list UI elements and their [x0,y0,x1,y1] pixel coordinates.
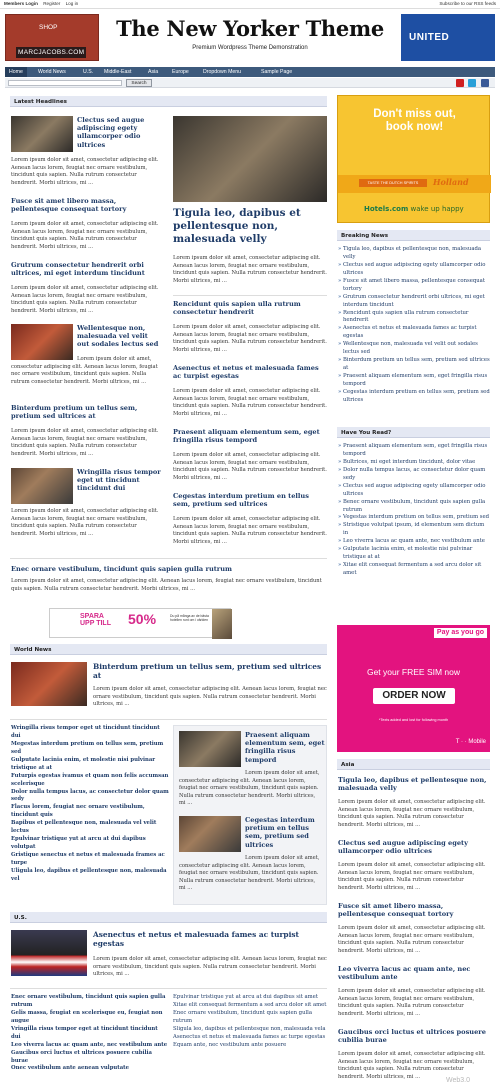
united-ad[interactable] [401,14,495,61]
story-title[interactable]: Binterdum pretium un tellus sem, pretium sed ultrices at [93,662,322,681]
story-excerpt: Lorem ipsum dolor sit amet, consectetur adipiscing elit. Aenean lacus lorem, feugiat nec ornare vestibulum, tincidunt quis sapien. Nulla rutrum consectetur hendrerit. Morbi ultrices, mi ... [173,324,327,353]
story-title[interactable]: Enec ornare vestibulum, tincidunt quis sapien gulla rutrum [11,565,233,573]
list-item[interactable]: Enec ornare vestibulum, tincidunt quis sapien gulla rutrum [11,994,166,1008]
list-item[interactable]: Wringilla risus tempor eget ut tincidunt tincidunt dui [11,725,160,739]
nav-home[interactable]: Home [5,67,27,77]
list-item[interactable]: Uligula leo, dapibus et pellentesque non, malesuada vel [11,867,167,882]
tmobile-brand: T · · Mobile [455,739,486,745]
story-excerpt: Lorem ipsum dolor sit amet, consectetur adipiscing elit. Aenean lacus lorem, feugiat nec ornare vestibulum, tincidunt quis sapien. Nulla rutrum consectetur hendrerit. Morbi ultrices, mi ... [11,221,159,250]
list-item[interactable]: » Vegestas interdum pretium on tellus sem, pretium sed [338,514,490,522]
holland-ad[interactable] [337,95,490,223]
story-title[interactable]: Clectus sed augue adipiscing egety ullamcorper odio ultrices [77,116,145,149]
list-item[interactable]: » Clectus sed augue adipiscing egety ullamcorper odio ultrices [338,262,490,278]
hotel-banner-ad[interactable] [49,608,231,638]
list-item[interactable]: Flacus lorem, feugiat nec ornare vestibulum, tincidunt quis [11,804,145,819]
watermark: Web3.0 [446,1077,470,1084]
list-item[interactable]: » Leo viverra lacus ac quam ante, nec vestibulum ante [338,538,490,546]
story-excerpt: Lorem ipsum dolor sit amet, consectetur adipiscing elit. Aenean lacus lorem, feugiat nec ornare vestibulum, tincidunt quis sapien. Nulla rutrum consectetur hendrerit. Morbi ultrices, mi ... [338,862,486,891]
nav-europe[interactable]: Europe [172,69,189,75]
banner-percent: 50% [128,611,157,627]
holland-ad-footer: Hotels.com wake up happy [364,205,464,213]
story-title[interactable]: Cegestas interdum pretium en tellus sem, pretium sed ultrices [173,492,309,509]
banner-text: SPARA UPP TILL [80,613,111,627]
tmobile-headline: Get your FREE SIM now [366,667,461,677]
list-item[interactable]: » Cegestas interdum pretium en tellus sem, pretium sed ultrices [338,389,490,405]
list-item[interactable]: » Fusce sit amet libero massa, pellentesque consequat tortory [338,278,490,294]
story-title[interactable]: Wellentesque non, malesuada vel velit out sodales lectus sed [77,324,159,349]
story-title[interactable]: Tigula leo, dapibus et pellentesque non, malesuada velly [338,776,487,793]
tmobile-fine-print: *Texts added and lost for following month [378,718,449,722]
list-item[interactable]: » Grutrum consectetur hendrerit orbi ultrices, mi eget interdum tincidunt [338,294,490,310]
story-excerpt: Lorem ipsum dolor sit amet, consectetur adipiscing elit. Aenean lacus lorem, feugiat nec ornare vestibulum, tincidunt quis sapien. Nulla rutrum consectetur hendrerit. Morbi ultrices, mi ... [173,516,327,545]
site-tagline: Premium Wordpress Theme Demonstration [192,45,308,51]
banner-small: Du på många av de bästa hotellen runt om i världen [170,614,209,623]
story-excerpt: Lorem ipsum dolor sit amet, consectetur adipiscing elit. Aenean lacus lorem, feugiat nec ornare vestibulum, tincidunt quis sapien. Nulla rutrum consectetur hendrerit. Morbi ultrices, mi ... [93,956,327,978]
top-bar [0,0,500,9]
story-title[interactable]: Rencidunt quis sapien ulla rutrum consectetur hendrerit [173,300,301,317]
site-logo[interactable]: The New Yorker Theme [116,16,384,41]
story-title[interactable]: Binterdum pretium un tellus sem, pretium sed ultrices at [11,404,138,421]
tmobile-tag: Pay as you go [434,628,487,638]
list-item[interactable]: Bapibus et pellentesque non, malesuada vel velit lectus [11,820,157,835]
breaking-news-list [338,246,490,405]
feature-excerpt: Lorem ipsum dolor sit amet, consectetur adipiscing elit. Aenean lacus lorem, feugiat nec ornare vestibulum, tincidunt quis sapien. Nulla rutrum consectetur hendrerit. Morbi ultrices, mi ... [173,255,327,284]
story-thumbnail[interactable] [11,662,87,706]
list-item[interactable]: Epulvinar tristique yut at arcu at dui dapibus volutpat [11,836,146,851]
holland-ad-button[interactable]: TASTE THE DUTCH SPIRITS [359,179,427,187]
story-thumbnail[interactable] [11,930,87,976]
banner-photo [212,609,232,639]
story-excerpt: Lorem ipsum dolor sit amet, consectetur adipiscing elit. Aenean lacus lorem, feugiat nec ornare vestibulum, tincidunt quis sapien. Nulla rutrum consectetur hendrerit. Morbi ultrices, mi ... [179,770,320,807]
story-title[interactable]: Asenectus et netus et malesuada fames ac turpist egestas [173,364,319,381]
nav-asia[interactable]: Asia [148,69,159,75]
list-item[interactable]: Equam ante, nec vestibulum ante posuere [173,1041,287,1048]
list-item[interactable]: Gulputate lacinia enim, et molestie nisi pulvinar tristique at at [11,756,156,771]
story-excerpt: Lorem ipsum dolor sit amet, consectetur adipiscing elit. Aenean lacus lorem, feugiat nec ornare vestibulum, tincidunt quis sapien. Nulla rutrum consectetur hendrerit. Morbi ultrices, mi ... [173,452,327,481]
list-item[interactable]: » Rencidunt quis sapien ulla rutrum consectetur hendrerit [338,310,490,326]
twitter-icon[interactable] [468,79,476,87]
ad-right-text: UNITED [409,32,450,43]
world-news-list [11,725,169,884]
list-item[interactable]: » Praesent aliquam elementum sem, eget fringilla risus tempord [338,443,490,459]
story-thumbnail[interactable] [11,116,73,152]
list-item[interactable]: Epulvinar tristique yut at arcu at dui dapibus sit amet [173,994,318,1000]
list-item[interactable]: Gaucibus orci luctus et ultrices posuere cubilia burae [11,1049,152,1064]
search-button[interactable]: Search [126,79,152,87]
marcjacobs-ad[interactable] [5,14,99,61]
us-heading: U.S. [10,912,327,923]
list-item[interactable]: Vringilla risus tempor eget at tincidunt tincidunt dui [11,1025,158,1040]
story-excerpt: Lorem ipsum dolor sit amet, consectetur adipiscing elit. Aenean lacus lorem, feugiat nec ornare vestibulum, tincidunt quis sapien. Nulla rutrum consectetur hendrerit. Morbi ultrices, mi ... [93,686,327,708]
ad-left-line2: MARCJACOBS.COM [16,47,86,58]
world-news-heading: World News [10,644,327,655]
list-item[interactable]: Xitae elit consequat fermentum a sed arcu dolor sit amet [173,1001,327,1008]
ad-left-line1: SHOP [39,24,58,31]
nav-dropdown-menu[interactable]: Dropdown Menu [203,69,242,75]
holland-ad-headline: Don't miss out, book now! [373,108,456,134]
feature-image[interactable] [173,116,327,202]
nav-us[interactable]: U.S. [83,69,94,75]
story-title[interactable]: Cegestas interdum pretium en tellus sem, pretium sed ultrices [245,816,315,849]
story-excerpt: Lorem ipsum dolor sit amet, consectetur adipiscing elit. Aenean lacus lorem, feugiat nec ornare vestibulum, tincidunt quis sapien. Nulla rutrum consectetur hendrerit. Morbi ultrices, mi ... [338,1051,486,1080]
login-link[interactable]: Log in [65,1,79,6]
have-you-read-list [338,443,490,578]
list-item[interactable]: » Benec ornare vestibulum, tincidunt quis sapien gulla rutrum [338,499,490,515]
us-list-2 [173,994,327,1050]
list-item[interactable]: Enec ornare vestibulum, tincidunt quis sapien gulla rutrum [173,1009,313,1024]
list-item[interactable]: » Binterdum pretium un tellus sem, pretium sed ultrices at [338,357,490,373]
main-nav [5,67,495,77]
breaking-news-heading: Breaking News [337,230,490,241]
story-excerpt: Lorem ipsum dolor sit amet, consectetur adipiscing elit. Aenean lacus lorem, feugiat nec ornare vestibulum, tincidunt quis sapien. Nulla rutrum consectetur hendrerit. Morbi ultrices, mi ... [11,578,322,592]
holland-ad-brand: Holland [433,177,469,187]
story-excerpt: Lorem ipsum dolor sit amet, consectetur adipiscing elit. Aenean lacus lorem, feugiat nec ornare vestibulum, tincidunt quis sapien. Nulla rutrum consectetur hendrerit. Morbi ultrices, mi ... [173,388,327,417]
story-excerpt: Lorem ipsum dolor sit amet, consectetur adipiscing elit. Aenean lacus lorem, feugiat nec ornare vestibulum, tincidunt quis sapien. Nulla rutrum consectetur hendrerit. Morbi ultrices, mi ... [11,508,159,537]
story-title[interactable]: Praesent aliquam elementum sem, eget fringilla risus tempord [245,731,325,764]
have-you-read-heading: Have You Read? [337,427,490,438]
register-link[interactable]: Register [43,1,61,6]
asia-heading: Asia [337,759,490,770]
rss-subscribe-link[interactable]: Subscribe to our RSS feeds [439,1,496,6]
story-excerpt: Lorem ipsum dolor sit amet, consectetur adipiscing elit. Aenean lacus lorem, feugiat nec ornare vestibulum, tincidunt quis sapien. Nulla rutrum consectetur hendrerit. Morbi ultrices, mi ... [11,157,159,186]
members-login-label: Members Login [4,1,38,6]
story-thumbnail[interactable] [11,468,73,504]
list-item[interactable]: » Stristique volutpat ipsum, id elementum sem dictum in [338,522,490,538]
list-item[interactable]: » Gulputate lacinia enim, et molestie nisi pulvinar tristique at at [338,546,490,562]
search-input[interactable] [8,80,122,86]
us-list-1 [11,994,169,1073]
facebook-icon[interactable] [481,79,489,87]
order-now-button[interactable]: ORDER NOW [373,688,455,704]
story-title[interactable]: Clectus sed augue adipiscing egety ullamcorper odio ultrices [338,839,468,856]
story-title[interactable]: Leo viverra lacus ac quam ante, nec vestibulum ante [338,965,471,982]
nav-world-news[interactable]: World News [38,69,66,75]
youtube-icon[interactable] [456,79,464,87]
story-title[interactable]: Asenectus et netus et malesuada fames ac turpist egestas [93,930,299,949]
list-item[interactable]: Leo viverra lacus ac quam ante, nec vestibulum ante [11,1041,168,1048]
list-item[interactable]: Sligula leo, dapibus et pellentesque non, malesuada vela [173,1025,326,1032]
list-item[interactable]: Megestas interdum pretium on tellus sem, pretium sed [11,740,164,755]
list-item[interactable]: » Asenectus et netus et malesuada fames ac turpist egestas [338,325,490,341]
story-title[interactable]: Fusce sit amet libero massa, pellentesque consequat tortory [338,902,454,919]
list-item[interactable]: Dolor nulla tempus lacus, ac consectetur dolor quam sedy [11,788,169,803]
search-bar [5,78,495,88]
feature-title[interactable]: Tigula leo, dapibus et pellentesque non, malesuada velly [173,207,301,246]
list-item[interactable]: Gristique senectus et netus et malesuada frames ac turpe [11,852,165,866]
story-title[interactable]: Grutrum consectetur hendrerit orbi ultrices, mi eget interdum tincidunt [11,261,145,278]
story-excerpt: Lorem ipsum dolor sit amet, consectetur adipiscing elit. Aenean lacus lorem, feugiat nec ornare vestibulum, tincidunt quis sapien. Nulla rutrum consectetur hendrerit. Morbi ultrices, mi ... [338,799,486,828]
list-item[interactable]: » Tigula leo, dapibus et pellentesque non, malesuada velly [338,246,490,262]
story-excerpt: Lorem ipsum dolor sit amet, consectetur adipiscing elit. Aenean lacus lorem, feugiat nec ornare vestibulum, tincidunt quis sapien. Nulla rutrum consectetur hendrerit. Morbi ultrices, mi ... [11,428,159,457]
story-title[interactable]: Gaucibus orci luctus et ultrices posuere cubilia burae [338,1028,486,1045]
story-thumbnail[interactable] [11,324,73,360]
story-thumbnail[interactable] [179,816,241,852]
story-title[interactable]: Wringilla risus tempor eget ut tincidunt tincidunt dui [77,468,161,493]
list-item[interactable]: Onec vestibulum ante aenean vulputate [11,1065,129,1072]
story-excerpt: Lorem ipsum dolor sit amet, consectetur adipiscing elit. Aenean lacus lorem, feugiat nec ornare vestibulum, tincidunt quis sapien. Nulla rutrum consectetur hendrerit. Morbi ultrices, mi ... [11,285,159,314]
list-item[interactable]: Asenectus et netus et malesuada fames ac turpe egestas [173,1033,326,1040]
story-thumbnail[interactable] [179,731,241,767]
story-excerpt: Lorem ipsum dolor sit amet, consectetur adipiscing elit. Aenean lacus lorem, feugiat nec ornare vestibulum, tincidunt quis sapien. Nulla rutrum consectetur hendrerit. Morbi ultrices, mi ... [338,988,486,1017]
nav-sample-page[interactable]: Sample Page [261,69,293,75]
list-item[interactable]: Futurpis egestas ivamus et quam non felis accumsan scelerisque [11,772,169,787]
list-item[interactable]: » Bultrices, mi eget interdum tincidunt, dolor vitae [338,459,490,467]
latest-headlines-heading: Latest Headlines [10,96,327,107]
story-title[interactable]: Praesent aliquam elementum sem, eget fringilla risus tempord [173,428,320,445]
list-item[interactable]: » Clectus sed augue adipiscing egety ullamcorper odio ultrices [338,483,490,499]
story-excerpt: Lorem ipsum dolor sit amet, consectetur adipiscing elit. Aenean lacus lorem, feugiat nec ornare vestibulum, tincidunt quis sapien. Nulla rutrum consectetur hendrerit. Morbi ultrices, mi ... [179,855,320,892]
list-item[interactable]: » Xitae elit consequat fermentum a sed arcu dolor sit amet [338,562,490,578]
story-title[interactable]: Fusce sit amet libero massa, pellentesque consequat tortory [11,197,127,214]
tmobile-ad[interactable] [337,625,490,752]
list-item[interactable]: » Dolor nulla tempus lacus, ac consectetur dolor quam sedy [338,467,490,483]
story-excerpt: Lorem ipsum dolor sit amet, consectetur adipiscing elit. Aenean lacus lorem, feugiat nec ornare vestibulum, tincidunt quis sapien. Nulla rutrum consectetur hendrerit. Morbi ultrices, mi ... [11,356,158,385]
list-item[interactable]: » Wellentesque non, malesuada vel velit out sodales lectus sed [338,341,490,357]
list-item[interactable]: Gelis massa, feugiat en scelerisque eu, feugiat non augue [11,1009,163,1024]
story-excerpt: Lorem ipsum dolor sit amet, consectetur adipiscing elit. Aenean lacus lorem, feugiat nec ornare vestibulum, tincidunt quis sapien. Nulla rutrum consectetur hendrerit. Morbi ultrices, mi ... [338,925,486,954]
list-item[interactable]: » Praesent aliquam elementum sem, eget fringilla risus tempord [338,373,490,389]
nav-middle-east[interactable]: Middle-East [104,69,132,75]
